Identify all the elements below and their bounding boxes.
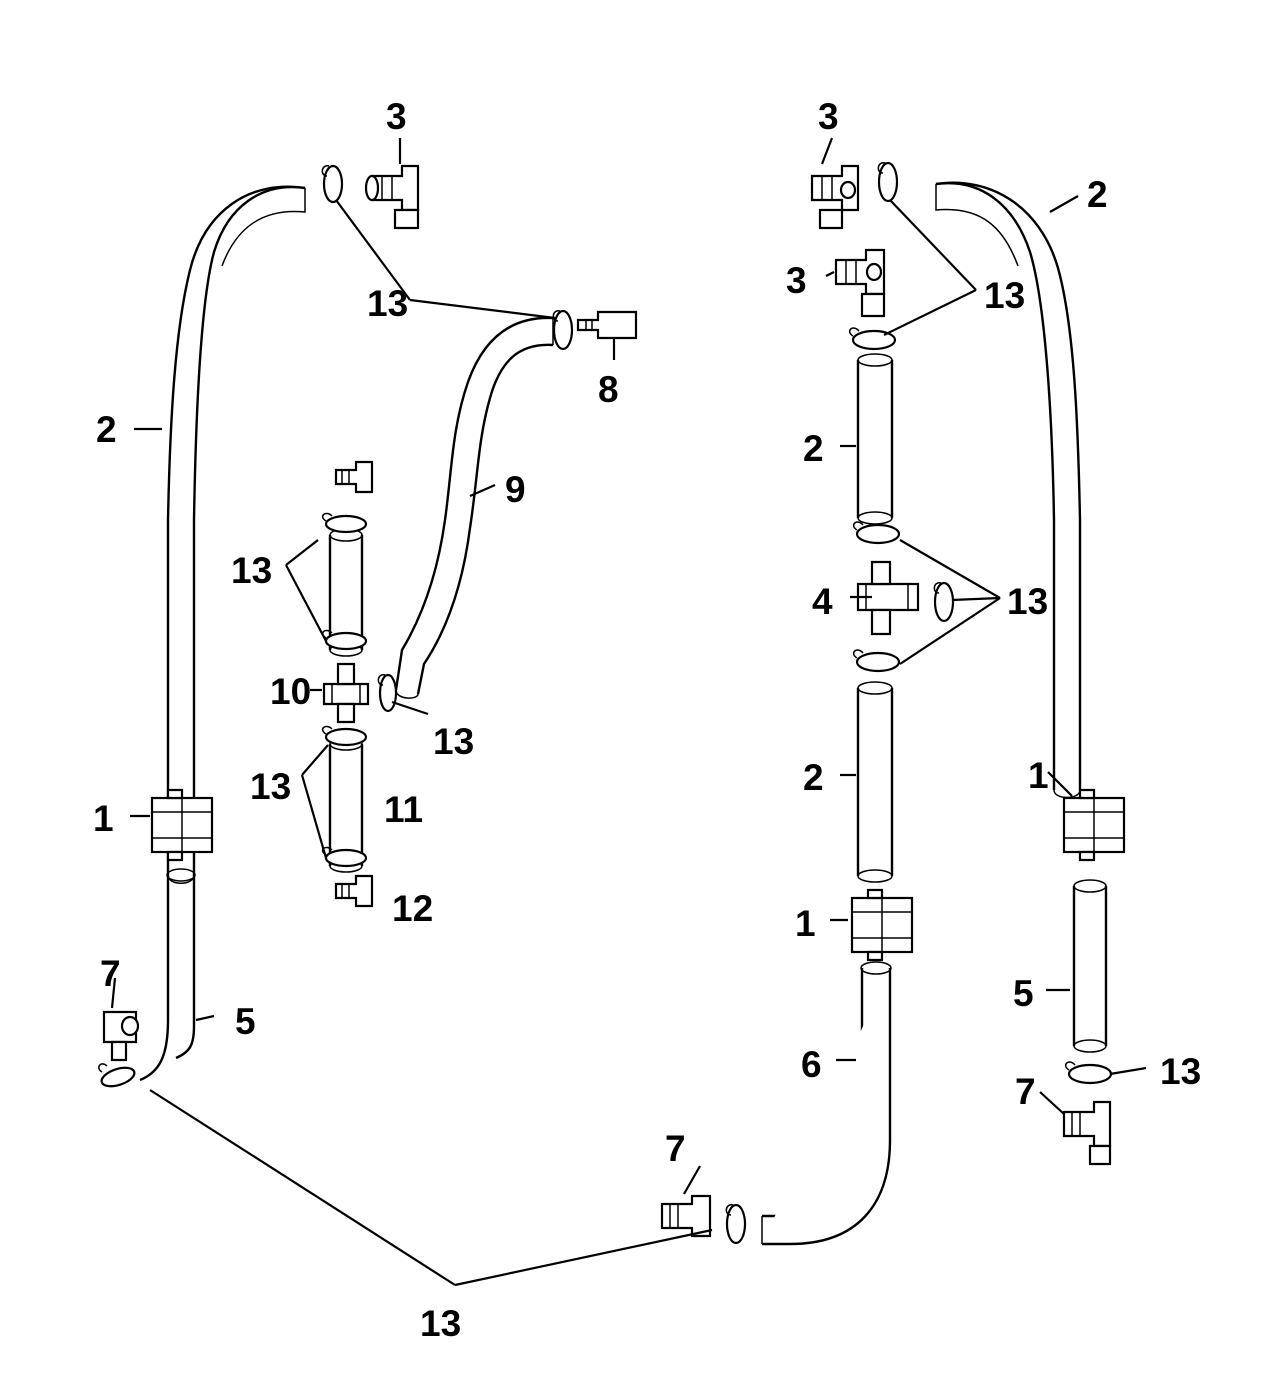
part-clamp-13-topright	[878, 163, 897, 201]
part-clamp-13-bottom	[726, 1205, 745, 1243]
callout-13-rightlow: 13	[1160, 1051, 1202, 1092]
callout-10: 10	[270, 671, 312, 712]
callout-4: 4	[812, 581, 833, 622]
callout-11: 11	[384, 789, 424, 830]
part-clamp-13-tee-right	[378, 675, 396, 711]
callout-13-topright: 13	[984, 275, 1026, 316]
callout-7-bottom: 7	[665, 1128, 686, 1169]
part-elbow-fitting-7-bottom	[662, 1196, 710, 1236]
callout-3-topleft: 3	[386, 96, 407, 137]
part-fitting-12	[336, 876, 372, 906]
part-clamp-13-lowerleft	[99, 1064, 137, 1090]
part-clamp-13-topleft	[322, 166, 342, 202]
part-fitting-8	[578, 312, 636, 338]
part-elbow-fitting-7-right	[1064, 1102, 1110, 1164]
callout-2-right: 2	[1087, 174, 1108, 215]
callout-7-left: 7	[100, 953, 121, 994]
part-clamp-13-right-bottom	[1066, 1062, 1111, 1083]
part-clamp-13-right-mid-top	[854, 522, 899, 543]
part-elbow-fitting-3-left	[366, 166, 418, 228]
part-tee-fitting-10	[324, 664, 368, 722]
part-fitting-top-stub-left	[336, 462, 372, 492]
callout-3-right2: 3	[786, 260, 807, 301]
part-clamp-13-hose9-top	[553, 311, 572, 349]
callout-1-left: 1	[93, 798, 114, 839]
callout-6: 6	[801, 1044, 822, 1085]
callout-13-leftlow: 13	[250, 766, 292, 807]
callout-13-tee: 13	[433, 721, 475, 762]
part-hose-5-right	[1074, 880, 1106, 1052]
part-hose-2-right-upper	[858, 354, 892, 524]
callout-5-left: 5	[235, 1001, 256, 1042]
callout-13-topleft: 13	[367, 283, 409, 324]
callout-1-right: 1	[1028, 755, 1049, 796]
part-hose-9	[396, 318, 553, 698]
callout-2-right-up: 2	[803, 428, 824, 469]
part-clamp-13-left-lower-top	[323, 726, 366, 745]
callout-9: 9	[505, 469, 526, 510]
part-clamp-13-cross-right	[934, 583, 953, 621]
callout-13-bottom: 13	[420, 1303, 462, 1344]
callout-2-right-low: 2	[803, 757, 824, 798]
callout-1-rightlow: 1	[795, 903, 816, 944]
callout-3-topright: 3	[818, 96, 839, 137]
part-clamp-13-right-elbow2	[850, 328, 895, 349]
part-elbow-fitting-3-right2	[836, 250, 884, 316]
part-hose-5-left	[140, 869, 195, 1080]
part-bracket-clamp-1-right-lower	[852, 890, 912, 960]
callout-8: 8	[598, 369, 619, 410]
callout-2-left: 2	[96, 409, 117, 450]
part-clamp-13-right-mid-bottom	[854, 650, 899, 671]
callout-5-right: 5	[1013, 973, 1034, 1014]
callout-13-leftmid: 13	[231, 550, 273, 591]
part-elbow-fitting-3-topright	[812, 166, 858, 228]
part-bracket-clamp-1-right	[1064, 790, 1124, 860]
part-bracket-clamp-1-left	[152, 790, 212, 860]
part-hose-2-right-lower	[858, 682, 892, 882]
part-hose-6	[762, 962, 891, 1244]
callout-7-right: 7	[1015, 1071, 1036, 1112]
callout-12: 12	[392, 888, 434, 929]
part-clamp-13-left-stub-top	[323, 513, 366, 532]
callout-13-cross: 13	[1007, 581, 1049, 622]
part-elbow-fitting-7-left	[104, 1012, 138, 1060]
